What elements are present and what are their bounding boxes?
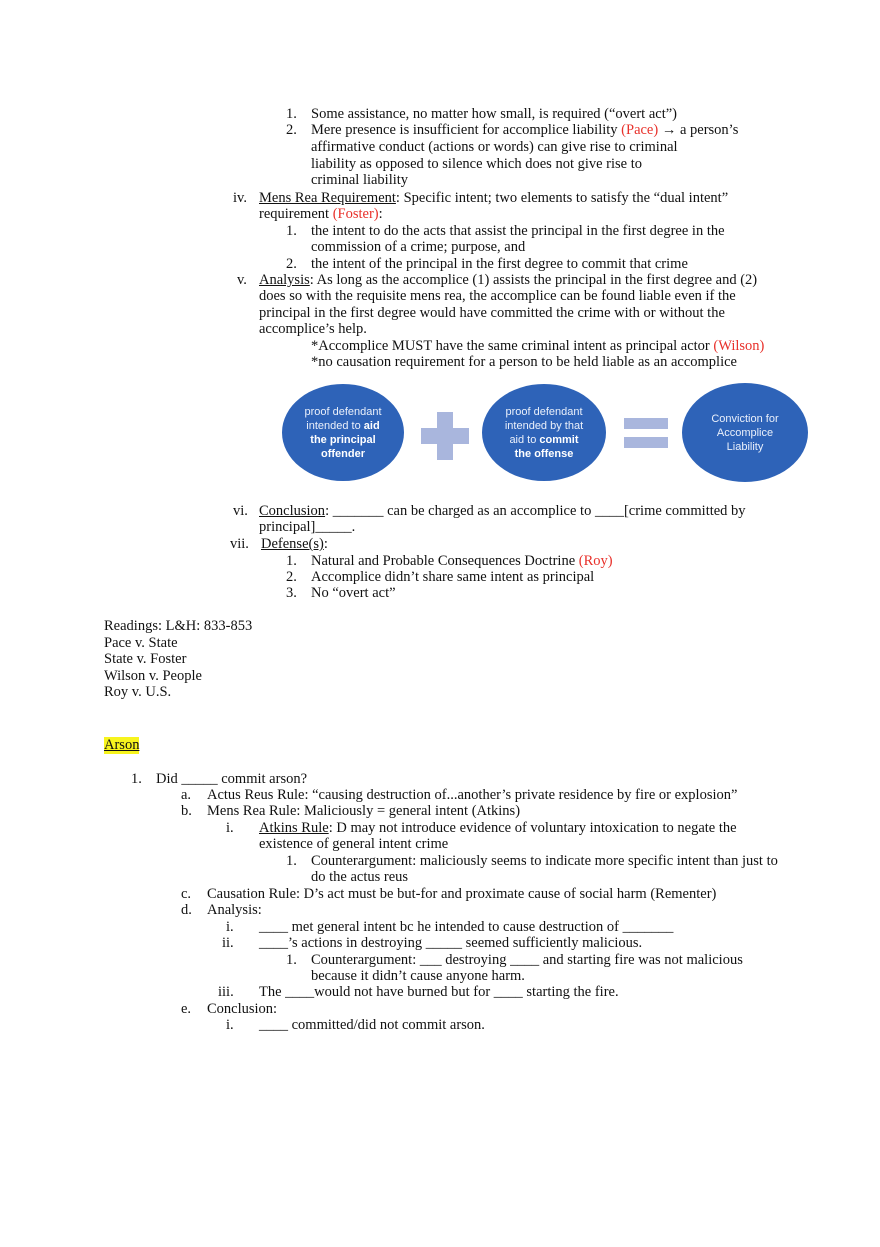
list-item-continuation: because it didn’t cause anyone harm. <box>311 968 525 984</box>
list-item-text: Mens Rea Rule: Maliciously = general intent (Atkins) <box>207 803 521 819</box>
case-citation: (Pace) <box>621 122 659 138</box>
equals-icon <box>624 418 668 429</box>
list-item-continuation: existence of general intent crime <box>259 836 449 852</box>
analysis-paragraph: Analysis: As long as the accomplice (1) assists the principal in the first degree and (2) <box>259 272 758 288</box>
list-number: 2. <box>286 256 297 272</box>
list-item-text: ____ committed/did not commit arson. <box>259 1017 485 1033</box>
equals-icon <box>624 437 668 448</box>
list-number: 3. <box>286 585 297 601</box>
list-item-text: Atkins Rule: D may not introduce evidence of voluntary intoxication to negate the <box>259 820 737 836</box>
list-number: vii. <box>230 536 249 552</box>
list-item-text: Counterargument: ___ destroying ____ and starting fire was not malicious <box>311 952 743 968</box>
list-item-text: Mere presence is insufficient for accomplice liability (Pace) → a person’s <box>311 122 739 138</box>
list-letter: a. <box>181 787 192 803</box>
note-line: *Accomplice MUST have the same criminal intent as principal actor (Wilson) <box>311 338 765 354</box>
list-number: 1. <box>286 952 297 968</box>
section-heading: Mens Rea Requirement <box>259 190 396 206</box>
list-number: v. <box>237 272 247 288</box>
list-item-text: Some assistance, no matter how small, is required (“overt act”) <box>311 106 678 122</box>
diagram-circle-conviction: Conviction for Accomplice Liability <box>682 383 808 482</box>
list-item-text: Conclusion: <box>207 1001 278 1017</box>
list-number: 1. <box>286 853 297 869</box>
arson-title: Arson <box>104 737 140 753</box>
reading-case: Pace v. State <box>104 635 178 651</box>
list-letter: e. <box>181 1001 192 1017</box>
list-item-text: Analysis: <box>207 902 262 918</box>
diagram-circle-commit: proof defendant intended by that aid to commit the offense <box>482 384 606 481</box>
paragraph-line: accomplice’s help. <box>259 321 367 337</box>
list-item-text: ____ met general intent bc he intended to cause destruction of _______ <box>259 919 674 935</box>
list-number: 2. <box>286 569 297 585</box>
list-letter: b. <box>181 803 192 819</box>
case-citation: (Foster) <box>332 206 379 222</box>
list-number: i. <box>226 820 234 836</box>
list-letter: d. <box>181 902 192 918</box>
list-number: i. <box>226 1017 234 1033</box>
section-heading: Analysis <box>259 272 310 288</box>
case-citation: (Roy) <box>578 553 613 569</box>
list-item-text: Did _____ commit arson? <box>156 771 308 787</box>
list-item-text: Actus Reus Rule: “causing destruction of...another’s private residence by fire or explosion” <box>207 787 738 803</box>
list-letter: c. <box>181 886 192 902</box>
list-item-continuation: principal]_____. <box>259 519 356 535</box>
reading-case: Wilson v. People <box>104 668 202 684</box>
list-item-text: The ____would not have burned but for ____ starting the fire. <box>259 984 619 1000</box>
list-number: i. <box>226 919 234 935</box>
defenses-heading: Defense(s): <box>261 536 328 552</box>
plus-icon <box>421 428 469 444</box>
diagram-circle-aid: proof defendant intended to aid the principal offender <box>282 384 404 481</box>
mens-rea-requirement: Mens Rea Requirement: Specific intent; two elements to satisfy the “dual intent” <box>259 190 729 206</box>
list-number: 1. <box>286 553 297 569</box>
list-item-continuation: liability as opposed to silence which does not give rise to <box>311 156 643 172</box>
list-item-text: the intent of the principal in the first degree to commit that crime <box>311 256 688 272</box>
list-number: vi. <box>233 503 248 519</box>
list-item-continuation: requirement (Foster): <box>259 206 383 222</box>
note-line: *no causation requirement for a person to be held liable as an accomplice <box>311 354 737 370</box>
case-citation: (Wilson) <box>713 338 765 354</box>
list-number: ii. <box>222 935 234 951</box>
list-item-text: ____’s actions in destroying _____ seemed sufficiently malicious. <box>259 935 643 951</box>
list-item-continuation: affirmative conduct (actions or words) can give rise to criminal <box>311 139 678 155</box>
section-heading: Defense(s) <box>261 536 324 552</box>
list-number: 2. <box>286 122 297 138</box>
list-item-continuation: commission of a crime; purpose, and <box>311 239 526 255</box>
section-heading: Conclusion <box>259 503 326 519</box>
list-number: 1. <box>286 223 297 239</box>
paragraph-line: principal in the first degree would have committed the crime with or without the <box>259 305 725 321</box>
list-item-text: Causation Rule: D’s act must be but-for and proximate cause of social harm (Rementer) <box>207 886 717 902</box>
list-item-text: Natural and Probable Consequences Doctrine (Roy) <box>311 553 613 569</box>
list-number: iii. <box>218 984 234 1000</box>
list-number: iv. <box>233 190 247 206</box>
reading-case: Roy v. U.S. <box>104 684 172 700</box>
list-item-continuation: do the actus reus <box>311 869 409 885</box>
list-item-text: No “overt act” <box>311 585 396 601</box>
list-item-text: the intent to do the acts that assist the principal in the first degree in the <box>311 223 725 239</box>
section-heading: Atkins Rule <box>259 820 329 836</box>
conclusion-line: Conclusion: _______ can be charged as an accomplice to ____[crime committed by <box>259 503 746 519</box>
readings-heading: Readings: L&H: 833-853 <box>104 618 253 634</box>
list-item-text: Accomplice didn’t share same intent as principal <box>311 569 595 585</box>
list-item-continuation: criminal liability <box>311 172 409 188</box>
reading-case: State v. Foster <box>104 651 187 667</box>
list-item-text: Counterargument: maliciously seems to indicate more specific intent than just to <box>311 853 778 869</box>
list-number: 1. <box>286 106 297 122</box>
list-number: 1. <box>131 771 142 787</box>
paragraph-line: does so with the requisite mens rea, the accomplice can be found liable even if the <box>259 288 736 304</box>
